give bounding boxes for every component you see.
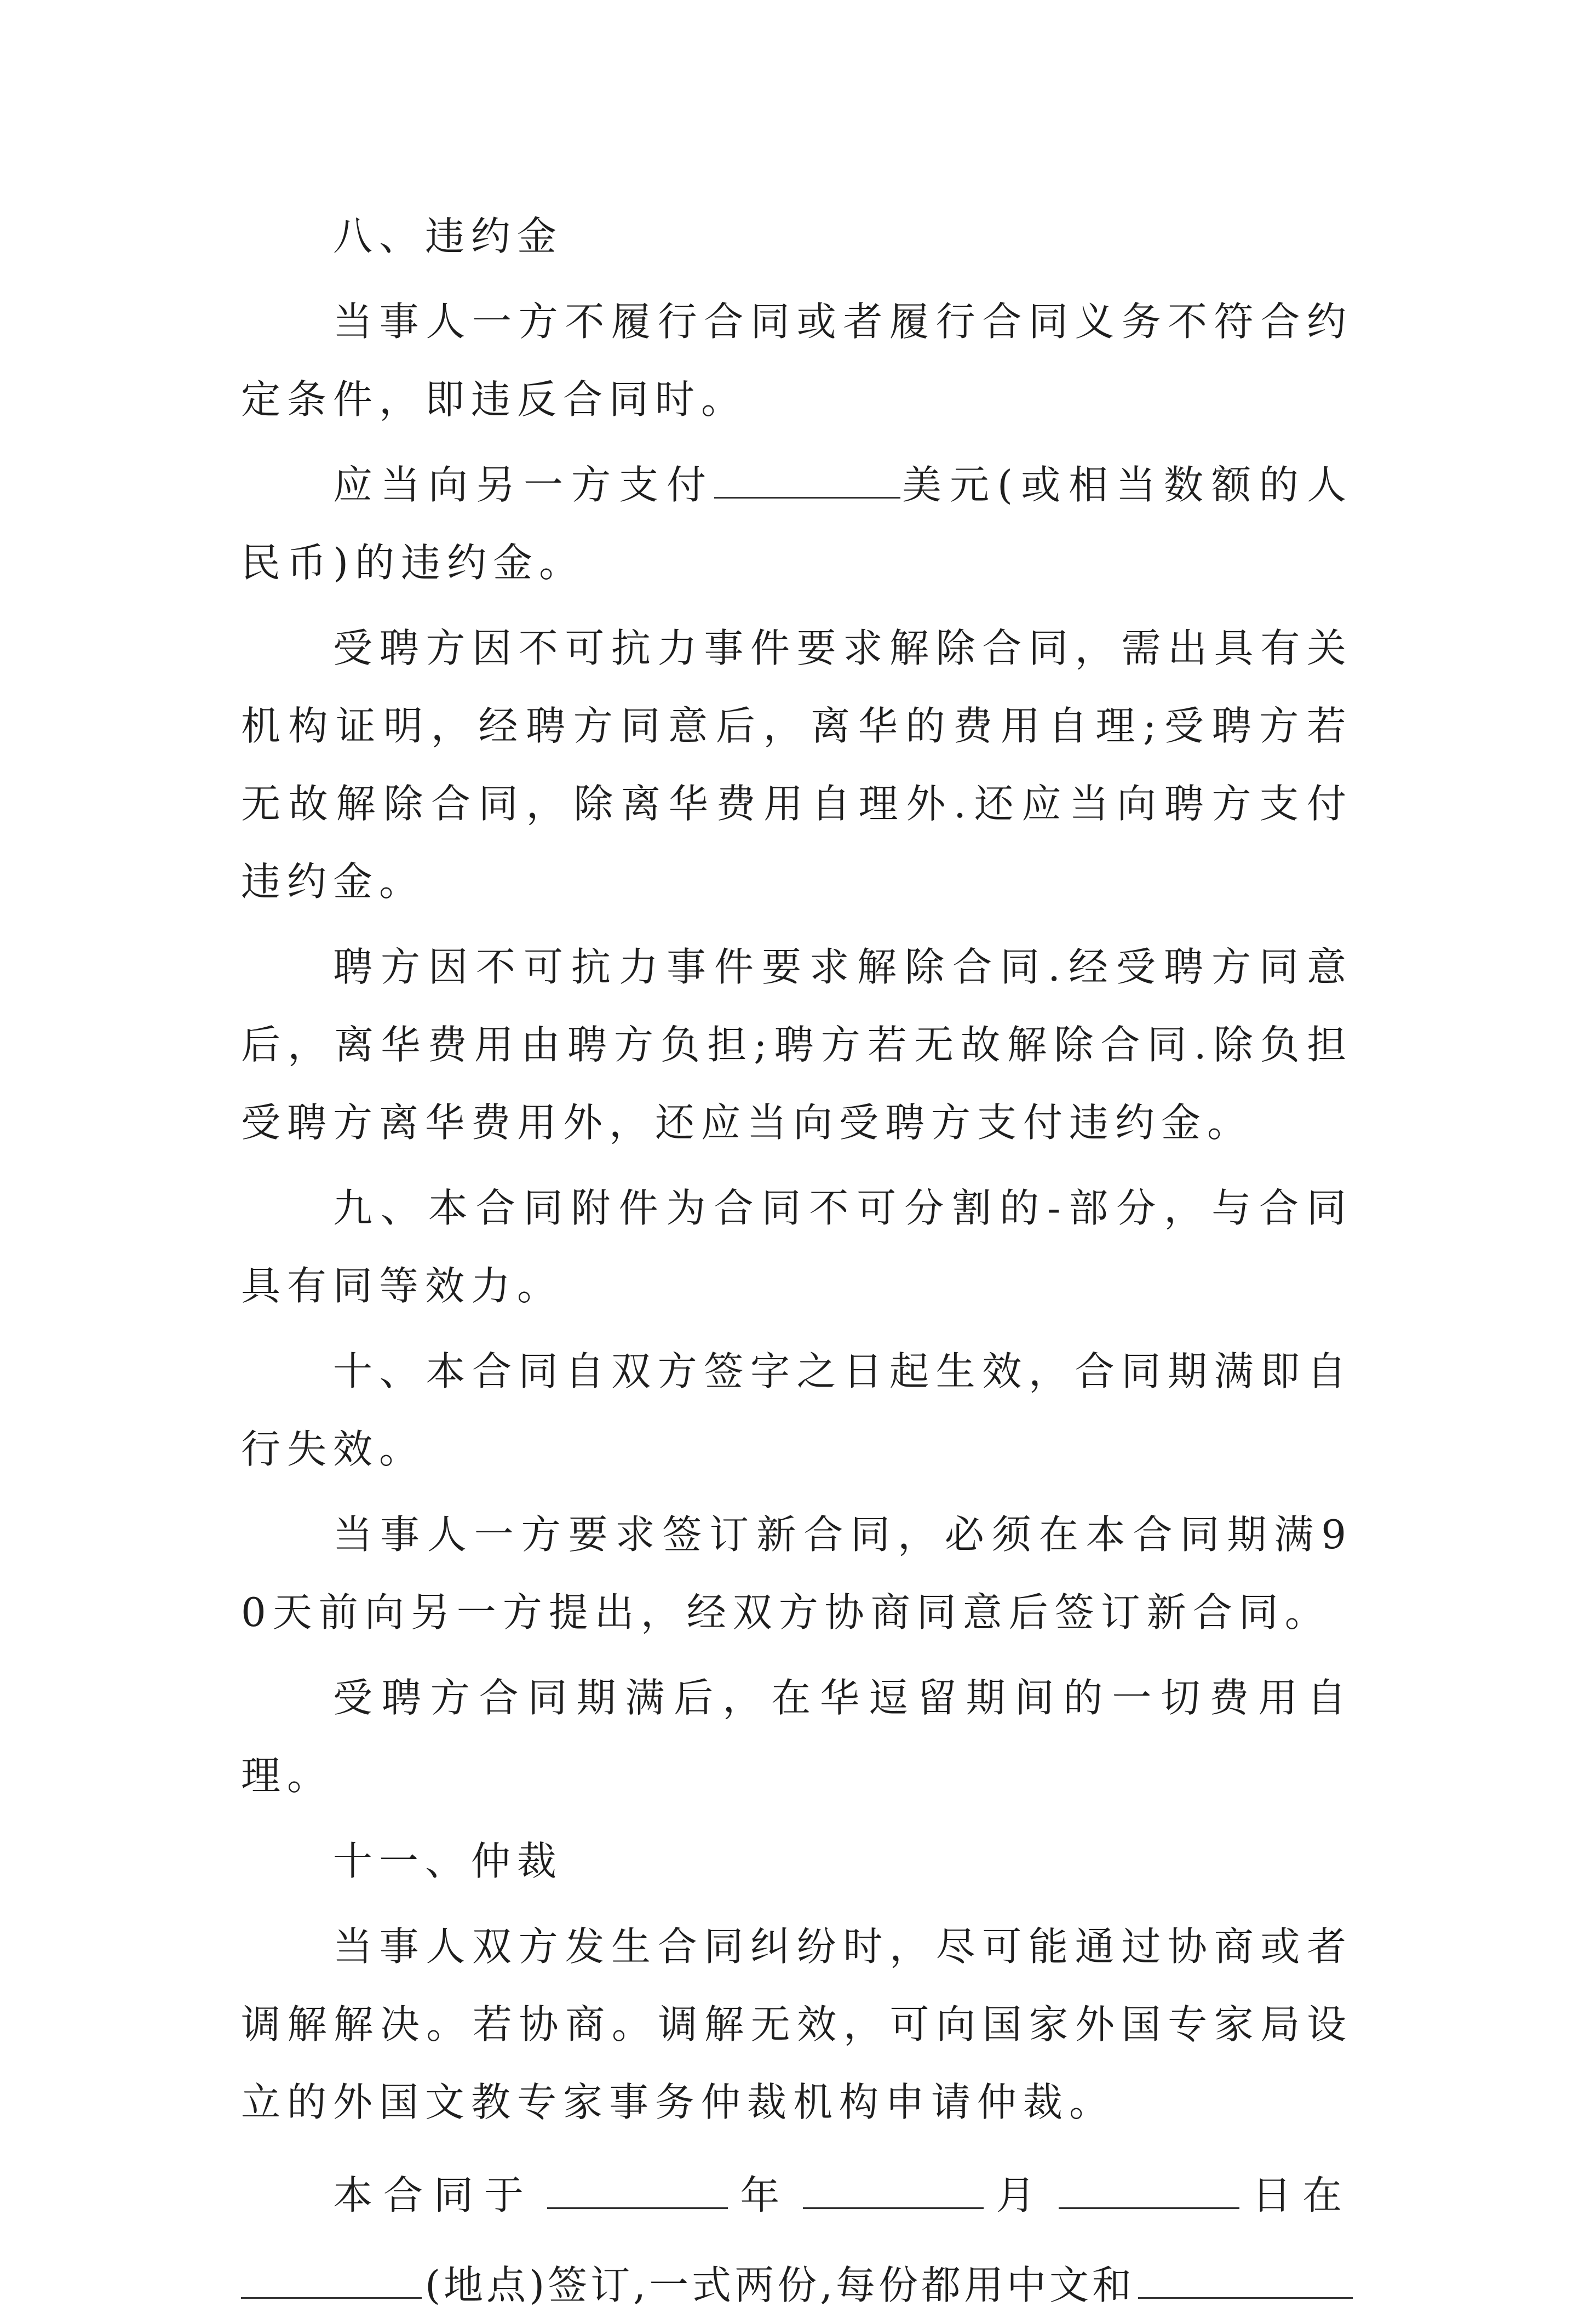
penalty-text-after: 美元(或相当数额的人民币)的违约金。 bbox=[241, 462, 1353, 586]
signing-clause bbox=[241, 2156, 1353, 2324]
signing-year-blank bbox=[547, 2169, 728, 2209]
paragraph-attachments: 九、本合同附件为合同不可分割的-部分，与合同具有同等效力。 bbox=[241, 1185, 1353, 1309]
paragraph-employee-termination: 受聘方因不可抗力事件要求解除合同，需出具有关机构证明，经聘方同意后，离华的费用自理;受聘方若无故解除合同，除离华费用自理外.还应当向聘方支付违约金。 bbox=[241, 625, 1353, 905]
signing-month-label: 月 bbox=[996, 2172, 1047, 2218]
signing-month-blank bbox=[803, 2169, 984, 2209]
signing-language-blank bbox=[1138, 2259, 1353, 2299]
document-body bbox=[241, 197, 1353, 2324]
signing-year-label: 年 bbox=[740, 2172, 791, 2218]
paragraph-renewal: 当事人一方要求签订新合同，必须在本合同期满90天前向另一方提出，经双方协商同意后签订新合同。 bbox=[241, 1512, 1353, 1635]
signing-place-text: (地点)签订,一式两份,每份都用中文和 bbox=[425, 2262, 1135, 2308]
signing-place-blank bbox=[241, 2259, 422, 2299]
section-heading-arbitration: 十一、仲裁 bbox=[333, 1838, 564, 1884]
paragraph-penalty-payment bbox=[241, 446, 1353, 602]
paragraph-effective-date: 十、本合同自双方签字之日起生效，合同期满即自行失效。 bbox=[241, 1348, 1353, 1472]
signing-day-blank bbox=[1059, 2169, 1239, 2209]
paragraph-arbitration: 当事人双方发生合同纠纷时，尽可能通过协商或者调解解决。若协商。调解无效，可向国家外国专家局设立的外国文教专家事务仲裁机构申请仲裁。 bbox=[241, 1924, 1353, 2125]
penalty-amount-blank bbox=[714, 459, 900, 499]
signing-place-line bbox=[241, 2246, 1353, 2324]
paragraph-employer-termination: 聘方因不可抗力事件要求解除合同.经受聘方同意后，离华费用由聘方负担;聘方若无故解除合同.除负担受聘方离华费用外，还应当向受聘方支付违约金。 bbox=[241, 944, 1353, 1146]
signing-date-line bbox=[241, 2156, 1353, 2234]
section-heading-penalty: 八、违约金 bbox=[333, 213, 564, 259]
penalty-text-before: 应当向另一方支付 bbox=[333, 462, 714, 508]
signing-day-label: 日在 bbox=[1251, 2172, 1353, 2218]
paragraph-stay-expenses: 受聘方合同期满后，在华逗留期间的一切费用自理。 bbox=[241, 1675, 1353, 1799]
paragraph-breach-definition: 当事人一方不履行合同或者履行合同义务不符合约定条件，即违反合同时。 bbox=[241, 299, 1353, 422]
signing-prefix: 本合同于 bbox=[333, 2172, 535, 2218]
